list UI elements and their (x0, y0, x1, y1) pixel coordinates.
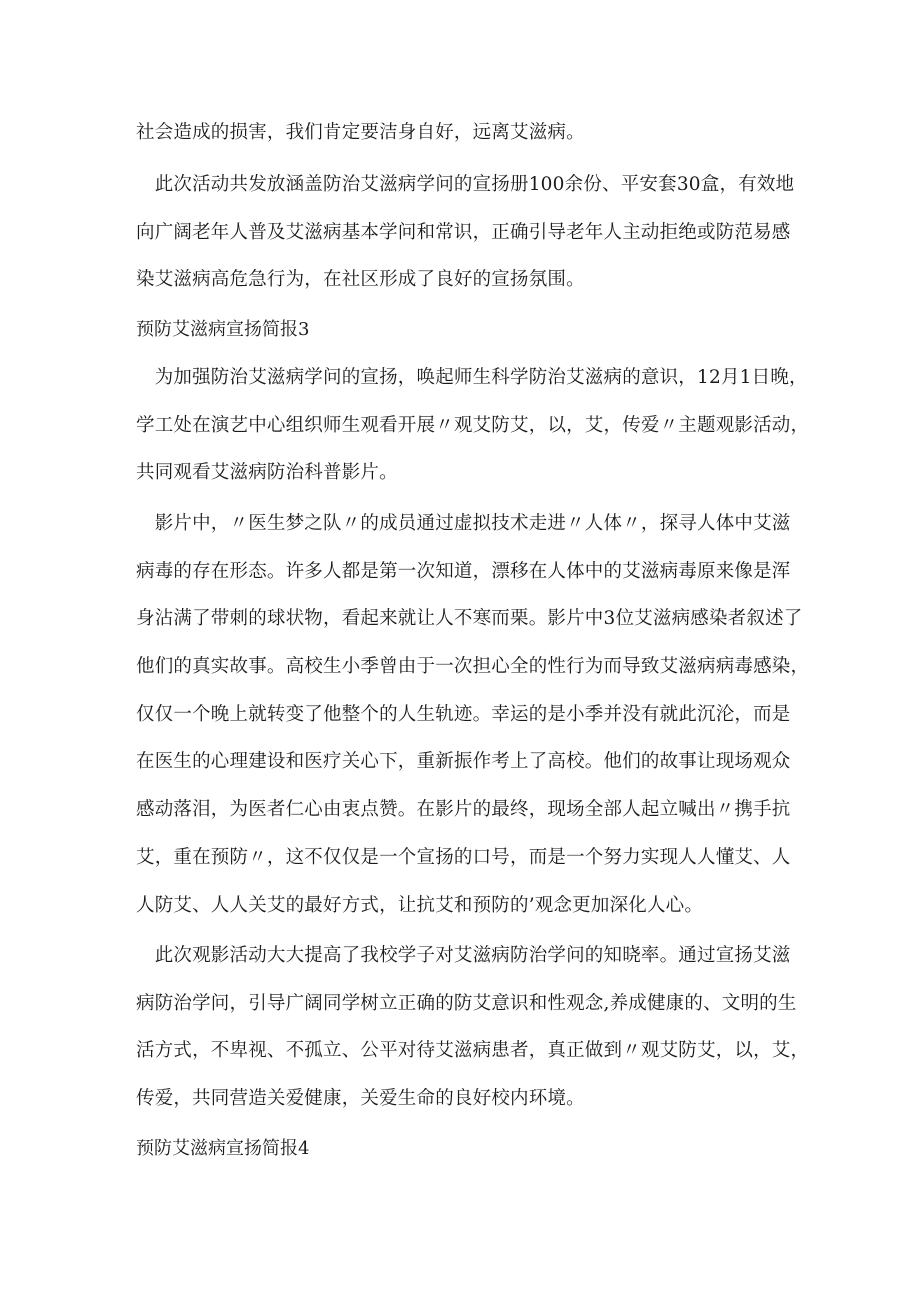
paragraph-4-line-6: 在医生的心理建设和医疗关心下，重新振作考上了高校。他们的故事让现场观众 (136, 751, 791, 772)
paragraph-3-line-1: 为加强防治艾滋病学问的宣扬，唤起师生科学防治艾滋病的意识，12月1日晚， (136, 367, 808, 388)
paragraph-4-line-9: 人防艾、人人关艾的最好方式，让抗艾和预防的’观念更加深化人心。 (136, 895, 704, 916)
paragraph-4-line-8: 艾，重在预防〃，这不仅仅是一个宣扬的口号，而是一个努力实现人人懂艾、人 (136, 847, 791, 868)
paragraph-4-line-7: 感动落泪，为医者仁心由衷点赞。在影片的最终，现场全部人起立喊出〃携手抗 (136, 799, 791, 820)
paragraph-5-line-3: 活方式，不卑视、不孤立、公平对待艾滋病患者，真正做到〃观艾防艾，以，艾， (136, 1040, 810, 1061)
paragraph-4-line-2: 病毒的存在形态。许多人都是第一次知道，漂移在人体中的艾滋病毒原来像是浑 (136, 561, 791, 582)
paragraph-4-line-1: 影片中，〃医生梦之队〃的成员通过虚拟技术走进〃人体〃，探寻人体中艾滋 (136, 513, 791, 534)
paragraph-5-line-2: 病防治学问，引导广阔同学树立正确的防艾意识和性观念,养成健康的、文明的生 (136, 993, 797, 1014)
paragraph-3-line-2: 学工处在演艺中心组织师生观看开展〃观艾防艾，以，艾，传爱〃主题观影活动， (136, 415, 810, 436)
section-heading-3: 预防艾滋病宣扬简报3 (136, 319, 310, 340)
paragraph-1-line-1: 社会造成的损害，我们肯定要洁身自好，远离艾滋病。 (136, 122, 585, 143)
paragraph-2-line-1: 此次活动共发放涵盖防治艾滋病学问的宣扬册100余份、平安套30盒，有效地 (136, 174, 795, 195)
paragraph-5-line-1: 此次观影活动大大提高了我校学子对艾滋病防治学问的知晓率。通过宣扬艾滋 (136, 945, 791, 966)
paragraph-3-line-3: 共同观看艾滋病防治科普影片。 (136, 462, 398, 483)
paragraph-2-line-2: 向广阔老年人普及艾滋病基本学问和常识，正确引导老年人主动拒绝或防范易感 (136, 222, 791, 243)
paragraph-4-line-4: 他们的真实故事。高校生小季曾由于一次担心全的性行为而导致艾滋病病毒感染， (136, 656, 810, 677)
paragraph-5-line-4: 传爱，共同营造关爱健康，关爱生命的良好校内环境。 (136, 1088, 585, 1109)
paragraph-4-line-3: 身沾满了带刺的球状物，看起来就让人不寒而栗。影片中3位艾滋病感染者叙述了 (136, 608, 803, 629)
paragraph-2-line-3: 染艾滋病高危急行为，在社区形成了良好的宣扬氛围。 (136, 269, 585, 290)
section-heading-4: 预防艾滋病宣扬简报4 (136, 1138, 310, 1159)
paragraph-4-line-5: 仅仅一个晚上就转变了他整个的人生轨迹。幸运的是小季并没有就此沉沦，而是 (136, 704, 791, 725)
